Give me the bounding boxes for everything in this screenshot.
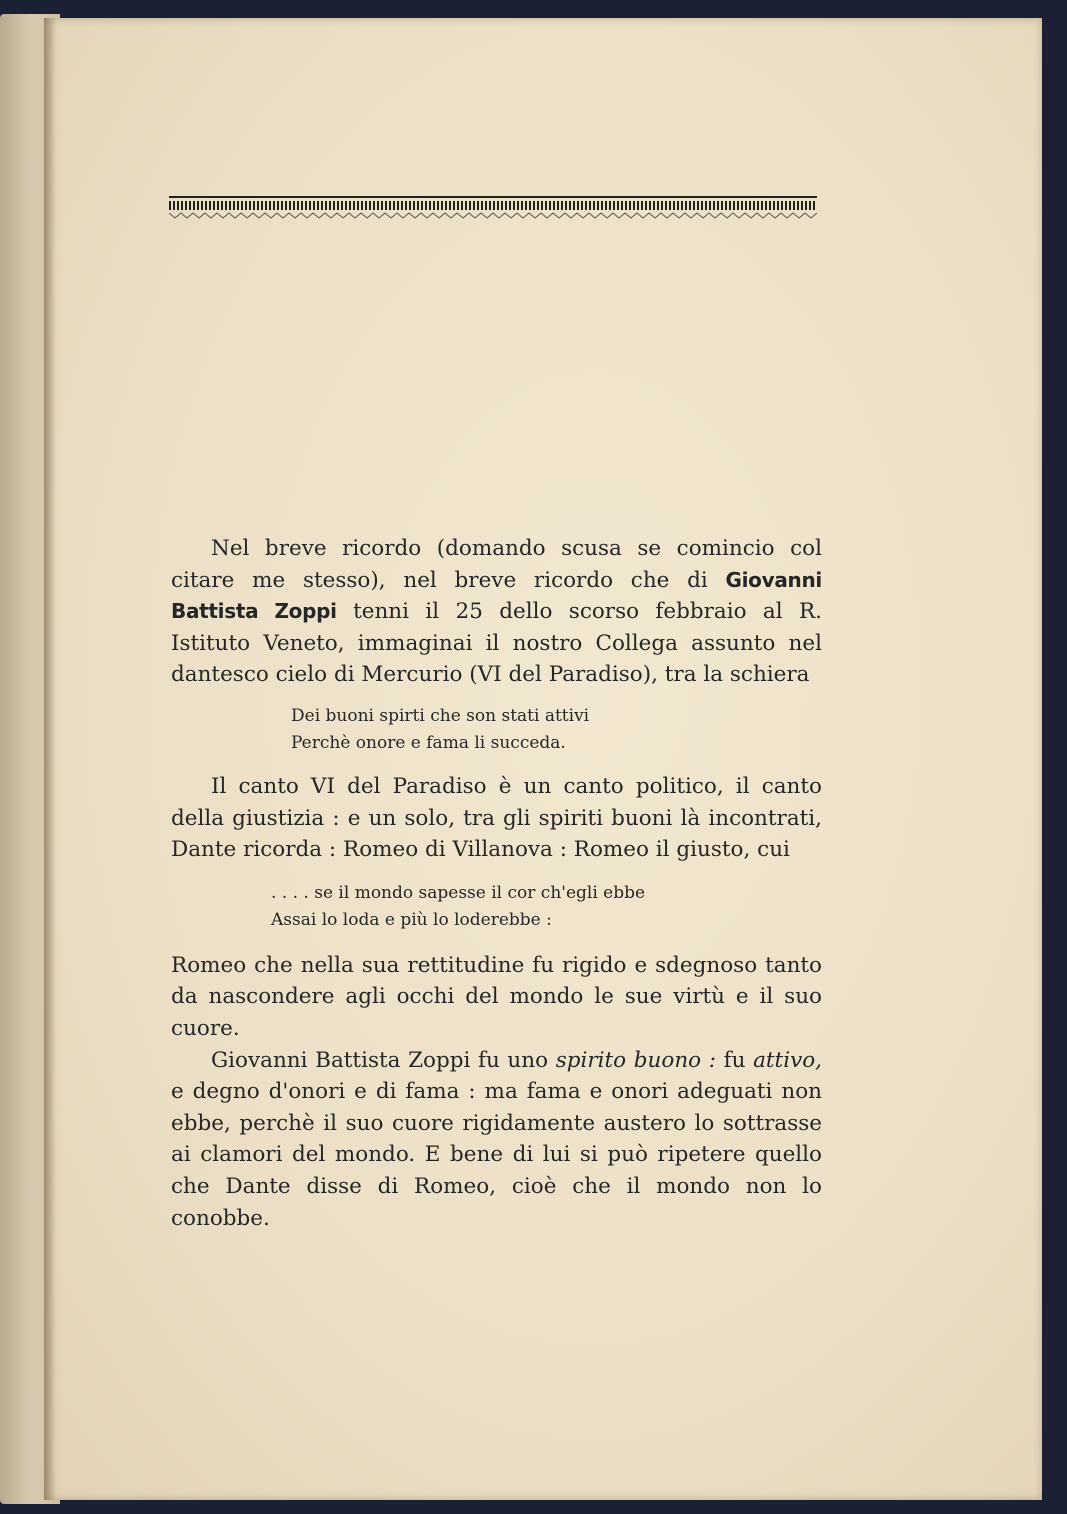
verse-2-line-1: . . . . se il mondo sapesse il cor ch'egli ebbe <box>271 882 646 903</box>
person-name: Giovanni Battista Zoppi <box>171 567 822 624</box>
paragraph-4-text-a: Giovanni Battista Zoppi fu uno <box>211 1047 556 1073</box>
ornament-top-rule <box>169 196 817 198</box>
paragraph-1-text-b: tenni il 25 dello scorso febbraio al R. Istituto Veneto, immaginai il nostro Collega assunto nel dantesco cielo di Mercurio (VI del Paradiso), tra la schiera <box>171 599 823 688</box>
paragraph-4-text-b: fu <box>716 1047 754 1073</box>
verse-1-line-2: Perchè onore e fama li succeda. <box>291 732 566 753</box>
spine-shadow <box>44 18 56 1500</box>
paragraph-1-text-a: Nel breve ricordo (domando scusa se comincio col citare me stesso), nel breve ricordo che di <box>171 536 822 593</box>
header-ornament-rule <box>169 196 817 222</box>
verse-1-line-1: Dei buoni spirti che son stati attivi <box>291 705 590 726</box>
body-text <box>171 533 822 1234</box>
verse-2-line-2: Assai lo loda e più lo loderebbe : <box>271 909 552 930</box>
paragraph-4-italic-b: attivo, <box>753 1047 822 1073</box>
paragraph-1 <box>171 533 822 691</box>
ornament-wave-line <box>169 210 817 220</box>
paragraph-4-text-c: e degno d'onori e di fama : ma fama e onori adeguati non ebbe, perchè il suo cuore rigidamente austero lo sottrasse ai clamori del mondo. E bene di lui si può ripetere quello che Dante disse di Romeo, cioè che il mondo non lo conobbe. <box>171 1079 822 1231</box>
paragraph-3: Romeo che nella sua rettitudine fu rigido e sdegnoso tanto da nascondere agli occhi del mondo le sue virtù e il suo cuore. <box>171 952 822 1041</box>
paragraph-4-italic-a: spirito buono : <box>555 1047 716 1073</box>
paragraph-2: Il canto VI del Paradiso è un canto politico, il canto della giustizia : e un solo, tra gli spiriti buoni là incontrati, Dante ricorda : Romeo di Villanova : Romeo il giusto, cui <box>171 773 822 863</box>
verse-quote-1 <box>291 703 822 757</box>
verse-quote-2 <box>271 880 822 934</box>
ornament-tick-band <box>169 201 817 210</box>
paragraph-4 <box>171 1045 822 1235</box>
